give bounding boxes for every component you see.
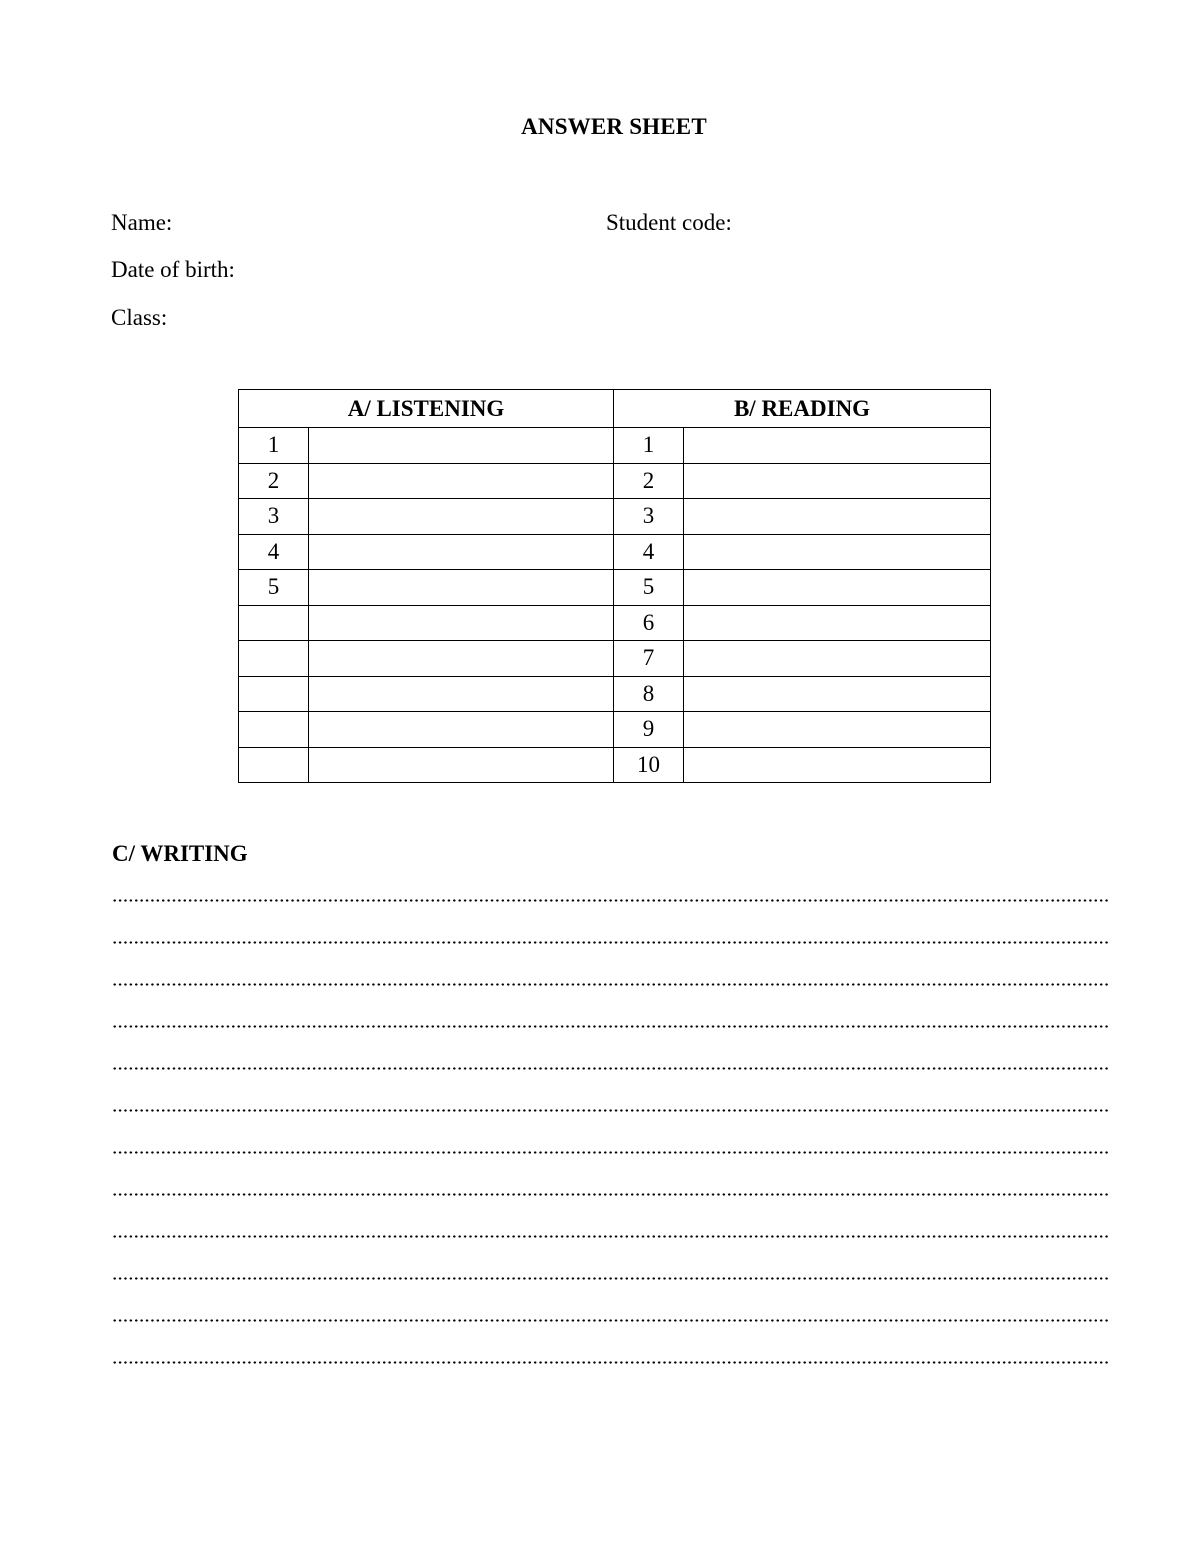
writing-line[interactable] xyxy=(112,1052,1110,1094)
listening-answer-cell[interactable] xyxy=(309,428,614,464)
writing-heading: C/ WRITING xyxy=(112,841,248,866)
listening-answer-cell[interactable] xyxy=(309,463,614,499)
listening-answer-cell[interactable] xyxy=(309,747,614,783)
reading-number: 8 xyxy=(614,676,684,712)
class-label: Class: xyxy=(111,305,168,330)
student-code-label: Student code: xyxy=(606,210,732,235)
dotted-rule xyxy=(112,899,1110,902)
listening-header: A/ LISTENING xyxy=(239,390,614,428)
reading-answer-cell[interactable] xyxy=(684,605,991,641)
reading-answer-cell[interactable] xyxy=(684,747,991,783)
writing-line[interactable] xyxy=(112,1010,1110,1052)
reading-answer-cell[interactable] xyxy=(684,570,991,606)
dotted-rule xyxy=(112,941,1110,944)
listening-number xyxy=(239,712,309,748)
listening-number: 2 xyxy=(239,463,309,499)
reading-number: 7 xyxy=(614,641,684,677)
listening-number: 3 xyxy=(239,499,309,535)
listening-answer-cell[interactable] xyxy=(309,641,614,677)
reading-number: 6 xyxy=(614,605,684,641)
table-row xyxy=(239,463,991,499)
writing-line[interactable] xyxy=(112,926,1110,968)
dotted-rule xyxy=(112,1193,1110,1196)
dotted-rule xyxy=(112,1151,1110,1154)
reading-answer-cell[interactable] xyxy=(684,712,991,748)
dotted-rule xyxy=(112,983,1110,986)
reading-number: 4 xyxy=(614,534,684,570)
listening-number xyxy=(239,676,309,712)
table-row xyxy=(239,747,991,783)
writing-line[interactable] xyxy=(112,1346,1110,1388)
writing-line[interactable] xyxy=(112,1136,1110,1178)
date-of-birth-label: Date of birth: xyxy=(111,257,235,282)
answer-table xyxy=(238,389,991,783)
writing-line[interactable] xyxy=(112,1094,1110,1136)
writing-line[interactable] xyxy=(112,968,1110,1010)
listening-answer-cell[interactable] xyxy=(309,499,614,535)
reading-number: 2 xyxy=(614,463,684,499)
listening-number: 5 xyxy=(239,570,309,606)
name-label: Name: xyxy=(111,210,173,235)
reading-number: 9 xyxy=(614,712,684,748)
dotted-rule xyxy=(112,1067,1110,1070)
listening-number xyxy=(239,605,309,641)
listening-number xyxy=(239,641,309,677)
table-row xyxy=(239,641,991,677)
reading-number: 5 xyxy=(614,570,684,606)
reading-answer-cell[interactable] xyxy=(684,463,991,499)
dotted-rule xyxy=(112,1277,1110,1280)
reading-answer-cell[interactable] xyxy=(684,641,991,677)
reading-number: 10 xyxy=(614,747,684,783)
reading-answer-cell[interactable] xyxy=(684,676,991,712)
writing-line[interactable] xyxy=(112,884,1110,926)
dotted-rule xyxy=(112,1109,1110,1112)
table-row xyxy=(239,570,991,606)
listening-number: 1 xyxy=(239,428,309,464)
reading-answer-cell[interactable] xyxy=(684,428,991,464)
reading-answer-cell[interactable] xyxy=(684,534,991,570)
writing-lines xyxy=(112,884,1110,1388)
writing-line[interactable] xyxy=(112,1178,1110,1220)
dotted-rule xyxy=(112,1319,1110,1322)
dotted-rule xyxy=(112,1235,1110,1238)
table-row xyxy=(239,605,991,641)
listening-answer-cell[interactable] xyxy=(309,534,614,570)
dotted-rule xyxy=(112,1025,1110,1028)
listening-answer-cell[interactable] xyxy=(309,712,614,748)
writing-line[interactable] xyxy=(112,1262,1110,1304)
table-row xyxy=(239,534,991,570)
table-row xyxy=(239,428,991,464)
reading-header: B/ READING xyxy=(614,390,991,428)
table-row xyxy=(239,499,991,535)
reading-number: 1 xyxy=(614,428,684,464)
listening-answer-cell[interactable] xyxy=(309,676,614,712)
page-title: ANSWER SHEET xyxy=(521,114,707,139)
listening-number: 4 xyxy=(239,534,309,570)
writing-line[interactable] xyxy=(112,1304,1110,1346)
listening-number xyxy=(239,747,309,783)
reading-answer-cell[interactable] xyxy=(684,499,991,535)
dotted-rule xyxy=(112,1361,1110,1364)
reading-number: 3 xyxy=(614,499,684,535)
table-row xyxy=(239,712,991,748)
writing-line[interactable] xyxy=(112,1220,1110,1262)
table-header-row xyxy=(239,390,991,428)
listening-answer-cell[interactable] xyxy=(309,605,614,641)
table-row xyxy=(239,676,991,712)
listening-answer-cell[interactable] xyxy=(309,570,614,606)
